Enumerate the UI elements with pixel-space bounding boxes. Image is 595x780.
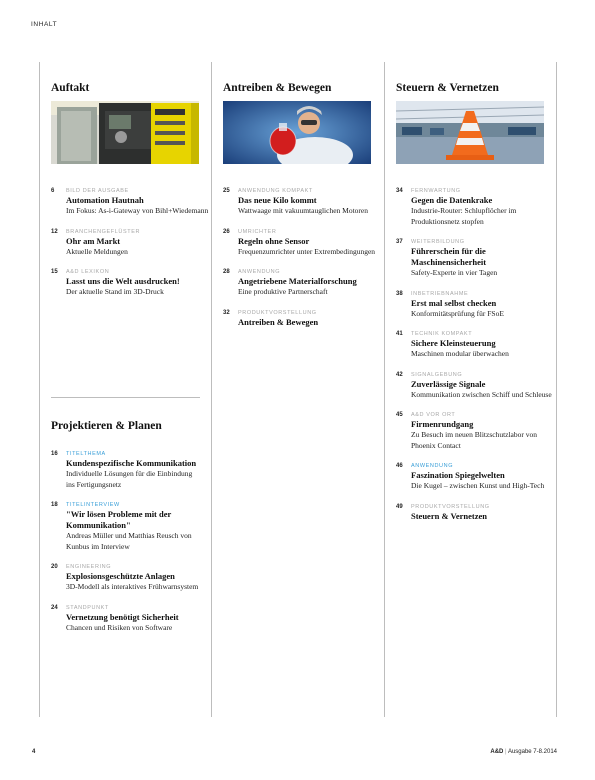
rubric: A&D VOR ORT xyxy=(411,412,456,418)
toc-entry[interactable] xyxy=(396,371,556,401)
entry-subtitle: Aktuelle Meldungen xyxy=(66,246,128,256)
column-rule xyxy=(556,62,557,717)
entry-title: Faszination Spiegelwelten xyxy=(411,470,505,480)
page-number: 26 xyxy=(223,228,230,235)
entry-title: "Wir lösen Probleme mit der Kommunikation" xyxy=(66,509,172,530)
toc-entry[interactable] xyxy=(51,604,201,634)
toc-entry[interactable] xyxy=(223,268,384,298)
page-number: 6 xyxy=(51,188,55,194)
entry-subtitle: Safety-Experte in vier Tagen xyxy=(411,268,498,277)
entry-subtitle: Der aktuelle Stand im 3D-Druck xyxy=(66,287,164,296)
photo-scientist[interactable] xyxy=(223,101,371,164)
column-steuern xyxy=(384,62,556,533)
entry-title: Führerschein für die Maschinensicherheit xyxy=(411,246,487,267)
rubric: BILD DER AUSGABE xyxy=(66,188,129,194)
page-number: 12 xyxy=(51,228,58,235)
rubric: BRANCHENGEFLÜSTER xyxy=(66,228,141,235)
entry-subtitle: Individuelle Lösungen für die Einbindung ins Fertigungsnetz xyxy=(66,469,193,489)
section-title: Projektieren & Planen xyxy=(51,420,162,432)
photo-traffic-cone[interactable] xyxy=(396,101,544,164)
toc-entry[interactable] xyxy=(51,228,209,258)
section-title: Auftakt xyxy=(51,82,90,94)
rubric: TITELTHEMA xyxy=(66,451,106,457)
entry-subtitle: Frequenzumrichter unter Extrembedingungen xyxy=(238,246,376,256)
issue-footer xyxy=(490,749,557,755)
entry-title: Lasst uns die Welt ausdrucken! xyxy=(66,276,180,286)
toc-entry[interactable] xyxy=(51,563,201,593)
page-number: 15 xyxy=(51,269,58,275)
page-number: 28 xyxy=(223,269,230,275)
page-number: 25 xyxy=(223,188,230,194)
entry-subtitle: Industrie-Router: Schlupflöcher im Produktionsnetz stopfen xyxy=(411,206,517,226)
rubric: PRODUKTVORSTELLUNG xyxy=(238,309,317,316)
rubric: SIGNALGEBUNG xyxy=(411,371,463,378)
rubric: ANWENDUNG KOMPAKT xyxy=(238,188,313,194)
photo-gateway[interactable] xyxy=(51,101,199,164)
toc-entry[interactable] xyxy=(396,411,556,451)
entry-subtitle: Im Fokus: As-i-Gateway von Bihl+Wiedemann xyxy=(66,206,209,215)
rubric: ANWENDUNG xyxy=(238,269,281,275)
toc-entry[interactable] xyxy=(396,187,556,227)
toc-entry[interactable] xyxy=(396,503,556,522)
page-number: 24 xyxy=(51,604,58,611)
entry-title: Angetriebene Materialforschung xyxy=(238,276,357,286)
entry-title: Explosionsgeschützte Anlagen xyxy=(66,571,175,581)
page-number: 34 xyxy=(396,188,403,194)
page-number-footer: 4 xyxy=(32,749,36,755)
rubric: A&D LEXIKON xyxy=(66,269,110,275)
rubric: TECHNIK KOMPAKT xyxy=(411,331,473,337)
column-auftakt xyxy=(39,62,209,309)
entry-title: Ohr am Markt xyxy=(66,235,121,246)
section-title: Steuern & Vernetzen xyxy=(396,82,499,94)
entry-subtitle: Die Kugel – zwischen Kunst und High-Tech xyxy=(411,481,545,490)
entry-title: Vernetzung benötigt Sicherheit xyxy=(66,611,179,622)
rubric: FERNWARTUNG xyxy=(411,188,461,194)
toc-entry[interactable] xyxy=(223,228,384,258)
toc-entry[interactable] xyxy=(223,309,384,328)
entry-title: Steuern & Vernetzen xyxy=(411,510,488,521)
rubric: PRODUKTVORSTELLUNG xyxy=(411,503,490,510)
entry-title: Gegen die Datenkrake xyxy=(411,195,493,205)
page-number: 18 xyxy=(51,502,58,508)
entry-title: Erst mal selbst checken xyxy=(411,297,497,308)
separator: | xyxy=(505,749,507,755)
page-number: 37 xyxy=(396,239,403,245)
entry-subtitle: Wattwaage mit vakuumtauglichen Motoren xyxy=(238,206,368,215)
entry-title: Das neue Kilo kommt xyxy=(238,195,317,205)
entry-subtitle: Andreas Müller und Matthias Reusch von Kunbus im Interview xyxy=(66,531,192,551)
toc-entry[interactable] xyxy=(51,268,209,298)
toc-entry[interactable] xyxy=(223,187,384,217)
toc-entry[interactable] xyxy=(396,462,556,492)
toc-entry[interactable] xyxy=(396,290,556,320)
entry-title: Zuverlässige Signale xyxy=(411,378,486,389)
rubric: TITELINTERVIEW xyxy=(66,502,120,508)
magazine-name: A&D xyxy=(490,749,504,755)
entry-subtitle: Maschinen modular überwachen xyxy=(411,349,509,358)
entry-subtitle: Eine produktive Partnerschaft xyxy=(238,287,328,296)
page-number: 32 xyxy=(223,309,230,316)
column-antreiben xyxy=(211,62,384,339)
page-number: 49 xyxy=(396,503,403,510)
section-header: INHALT xyxy=(31,21,58,28)
toc-entry[interactable] xyxy=(396,238,556,279)
toc-entry[interactable] xyxy=(396,330,556,360)
entry-subtitle: Chancen und Risiken von Software xyxy=(66,622,173,632)
section-title: Antreiben & Bewegen xyxy=(223,82,332,94)
toc-entry[interactable] xyxy=(51,450,201,490)
entry-title: Automation Hautnah xyxy=(66,195,144,205)
toc-entry[interactable] xyxy=(51,187,209,217)
entry-subtitle: Konformitätsprüfung für FSoE xyxy=(411,308,504,318)
entry-title: Kundenspezifische Kommunikation xyxy=(66,458,197,468)
rubric: STANDPUNKT xyxy=(66,604,109,611)
toc-entry[interactable] xyxy=(51,501,201,552)
rubric: ANWENDUNG xyxy=(411,463,454,469)
page-number: 38 xyxy=(396,290,403,297)
rubric: INBETRIEBNAHME xyxy=(411,290,469,297)
rubric: WEITERBILDUNG xyxy=(411,239,465,245)
page-number: 45 xyxy=(396,412,403,418)
page-number: 16 xyxy=(51,451,58,457)
page-number: 42 xyxy=(396,371,403,378)
entry-title: Antreiben & Bewegen xyxy=(238,316,319,327)
rubric: ENGINEERING xyxy=(66,564,112,570)
entry-title: Regeln ohne Sensor xyxy=(238,235,310,246)
issue-label: Ausgabe 7-8.2014 xyxy=(507,749,557,755)
rubric: UMRICHTER xyxy=(238,228,277,235)
entry-title: Firmenrundgang xyxy=(411,419,474,429)
entry-title: Sichere Kleinsteuerung xyxy=(411,338,496,348)
entry-subtitle: 3D-Modell als interaktives Frühwarnsystem xyxy=(66,582,199,591)
entry-subtitle: Kommunikation zwischen Schiff und Schleuse xyxy=(411,389,552,399)
page-number: 20 xyxy=(51,564,58,570)
entry-subtitle: Zu Besuch im neuen Blitzschutzlabor von Phoenix Contact xyxy=(411,430,538,450)
page-number: 41 xyxy=(396,331,403,337)
section-divider xyxy=(51,397,200,398)
section-projektieren xyxy=(51,420,201,644)
page-number: 46 xyxy=(396,463,403,469)
